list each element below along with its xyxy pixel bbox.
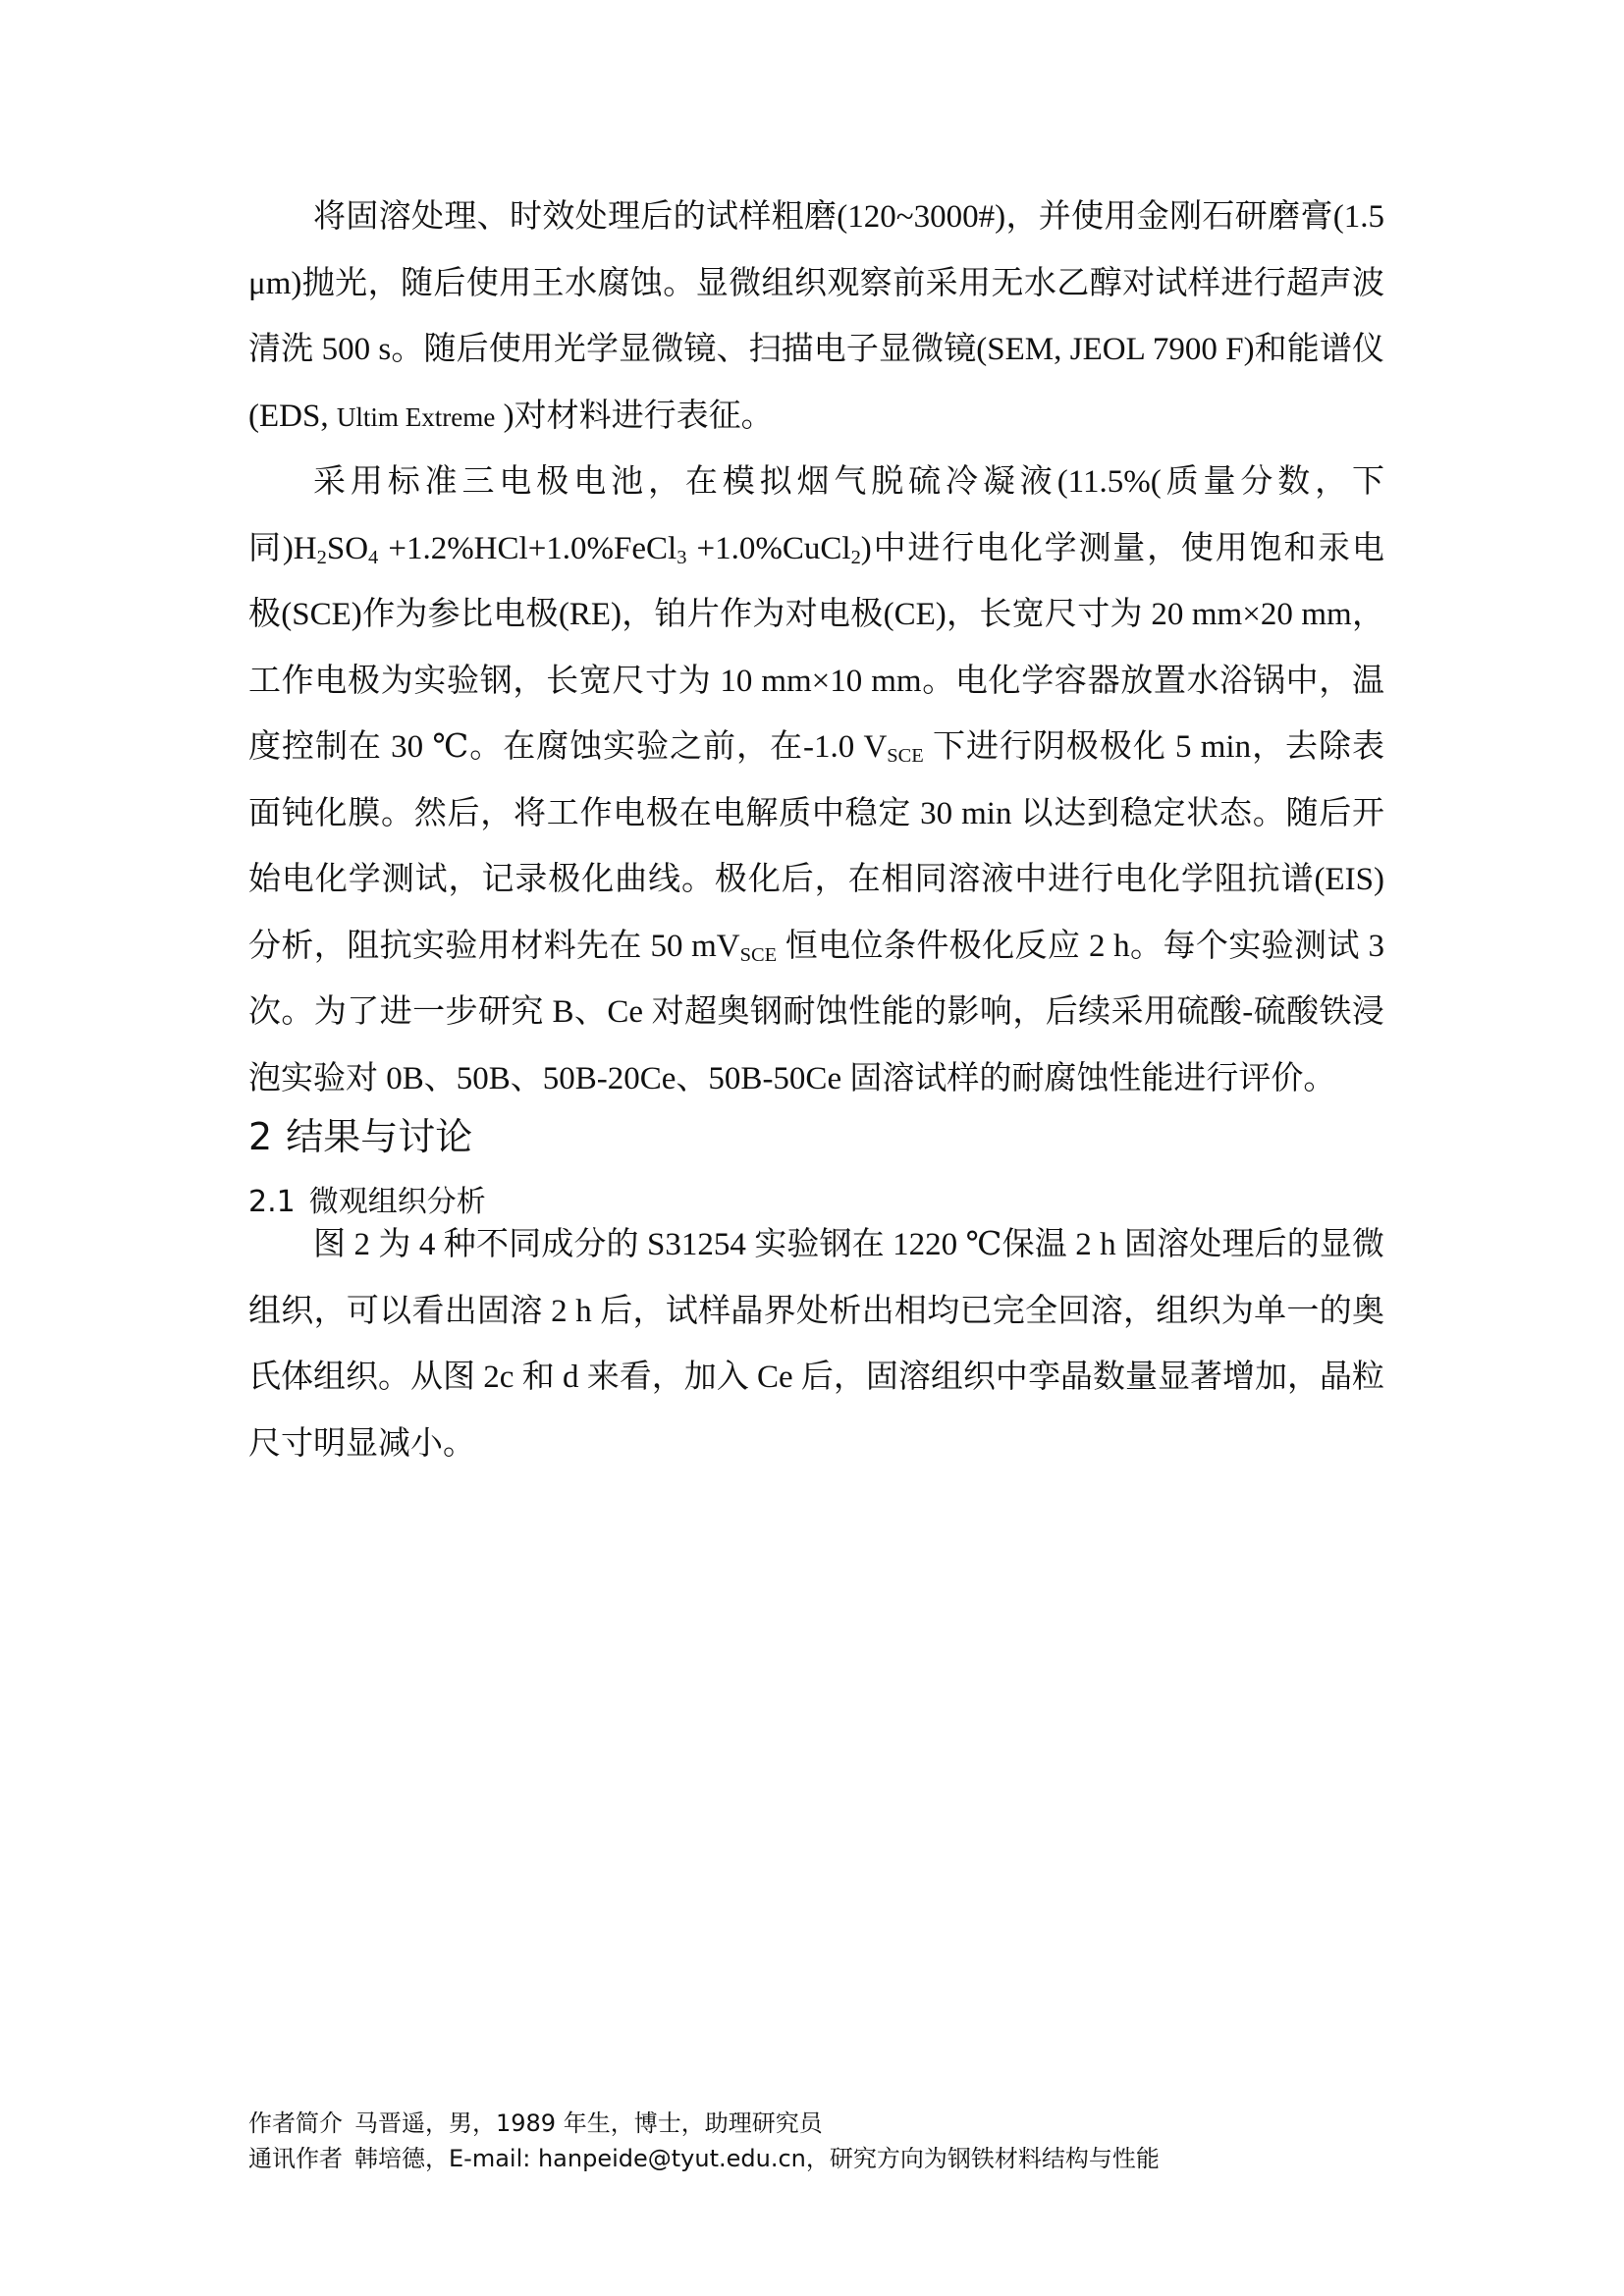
subscript: 2 (850, 546, 861, 568)
paragraph-text: +1.0%CuCl (686, 530, 851, 566)
corresponding-label: 通讯作者 (248, 2145, 343, 2172)
paragraph-text: 采用标准三电极电池，在模拟烟气脱硫冷凝液(11.5%(质量分数，下同)H (248, 464, 1384, 566)
section-title: 结果与讨论 (286, 1115, 473, 1158)
body-paragraph-sample-preparation (248, 185, 1384, 451)
paragraph-text: SO (326, 530, 369, 566)
subscript: SCE (739, 943, 778, 966)
paragraph-text: 恒电位条件极化反应 2 h。每个实验测试 3 次。为了进一步研究 B、Ce 对超奥钢耐蚀性能的影响，后续采用硫酸-硫酸铁浸泡实验对 0B、50B、50B-20Ce、50B-50Ce 固溶试样的耐腐蚀性能进行评价。 (248, 928, 1385, 1096)
paragraph-text: 将固溶处理、时效处理后的试样粗磨(120~3000#)，并使用金刚石研磨膏(1.5 μm)抛光，随后使用王水腐蚀。显微组织观察前采用无水乙醇对试样进行超声波清洗 500 s。随后使用光学显微镜、扫描电子显微镜(SEM, JEOL 7900 F)和能谱仪(EDS, (248, 199, 1384, 434)
section-heading (248, 1107, 472, 1166)
section-number: 2 (248, 1115, 273, 1158)
subscript: 4 (368, 546, 379, 568)
footnotes (248, 2106, 1384, 2176)
author-footnote (248, 2106, 1384, 2141)
subscript: 2 (316, 546, 327, 568)
author-info: 马晋遥，男，1989 年生，博士，助理研究员 (354, 2109, 823, 2137)
body-paragraph-electrochemical-method (248, 450, 1384, 1112)
paragraph-text: 下进行阴极极化 5 min，去除表面钝化膜。然后，将工作电极在电解质中稳定 30 min 以达到稳定状态。随后开始电化学测试，记录极化曲线。极化后，在相同溶液中进行电化学阻抗谱(EIS)分析，阻抗实验用材料先在 50 mV (248, 729, 1384, 964)
paragraph-text: )对材料进行表征。 (495, 398, 774, 434)
instrument-model-text: Ultim Extreme (336, 401, 496, 432)
subscript: SCE (887, 745, 924, 768)
corresponding-footnote (248, 2141, 1384, 2176)
paragraph-text: )中进行电化学测量，使用饱和汞电极(SCE)作为参比电极(RE)，铂片作为对电极(CE)，长宽尺寸为 20 mm×20 mm，工作电极为实验钢，长宽尺寸为 10 mm×10 mm。电化学容器放置水浴锅中，温度控制在 30 ℃。在腐蚀实验之前，在-1.0 V (248, 530, 1384, 765)
corresponding-info: 韩培德，E-mail: hanpeide@tyut.edu.cn，研究方向为钢铁材料结构与性能 (354, 2145, 1160, 2172)
body-paragraph-microstructure: 图 2 为 4 种不同成分的 S31254 实验钢在 1220 ℃保温 2 h 固溶处理后的显微组织，可以看出固溶 2 h 后，试样晶界处析出相均已完全回溶，组织为单一的奥氏体组织。从图 2c 和 d 来看，加入 Ce 后，固溶组织中孪晶数量显著增加，晶粒尺寸明显减小。 (248, 1227, 1384, 1462)
subscript: 3 (677, 546, 687, 568)
subsection-number: 2.1 (248, 1185, 296, 1219)
author-label: 作者简介 (248, 2109, 343, 2137)
paragraph-text: +1.2%HCl+1.0%FeCl (378, 530, 677, 566)
subsection-title: 微观组织分析 (308, 1185, 486, 1219)
